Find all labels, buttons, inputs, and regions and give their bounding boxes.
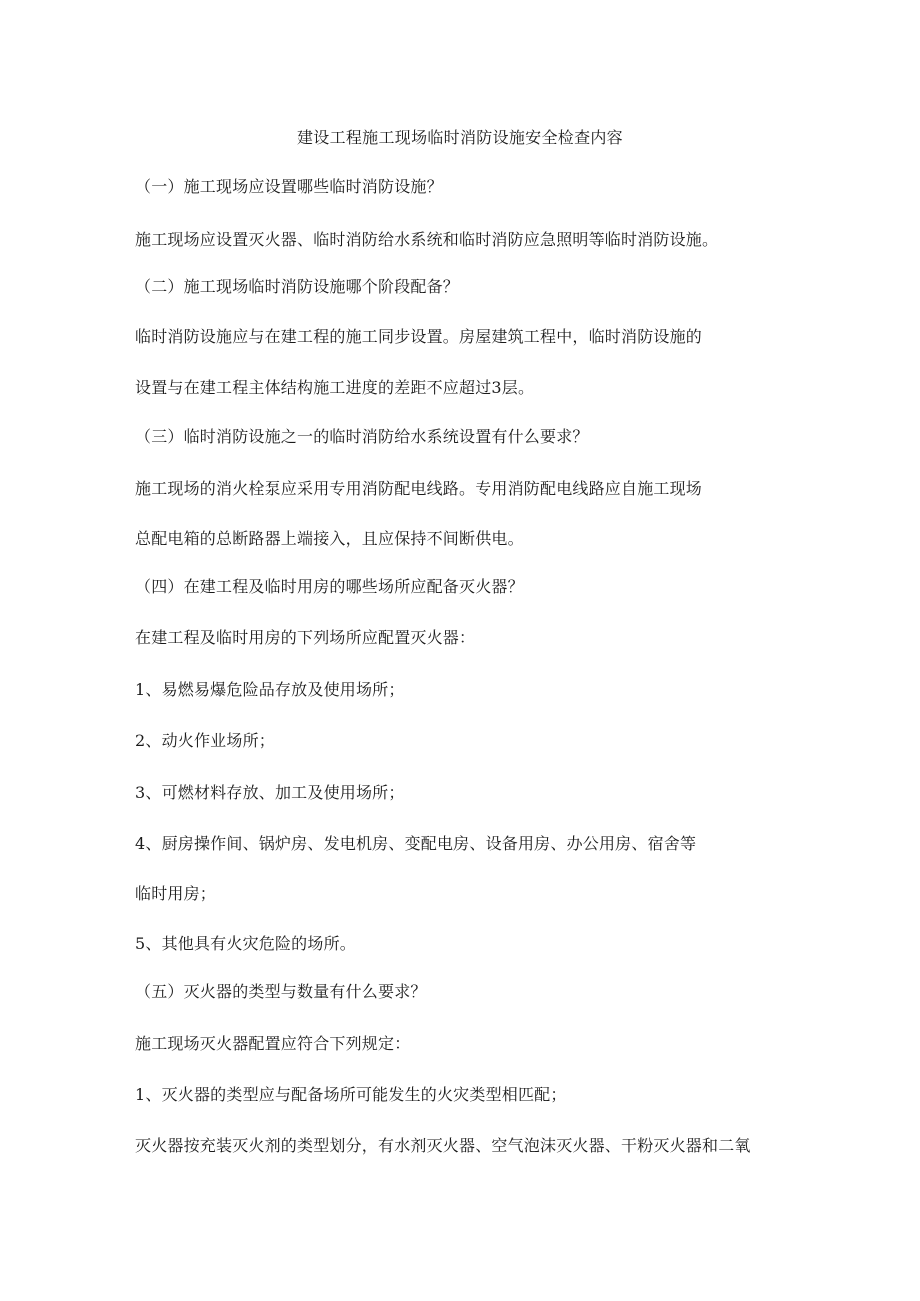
section-heading-5: （五）灭火器的类型与数量有什么要求？	[135, 982, 427, 1001]
paragraph-line: 施工现场应设置灭火器、临时消防给水系统和临时消防应急照明等临时消防设施。	[135, 230, 719, 249]
paragraph-line: 灭火器按充装灭火剂的类型划分，有水剂灭火器、空气泡沫灭火器、干粉灭火器和二氧	[135, 1136, 751, 1155]
section-heading-3: （三）临时消防设施之一的临时消防给水系统设置有什么要求？	[135, 427, 589, 446]
list-item: 4、厨房操作间、锅炉房、发电机房、变配电房、设备用房、办公用房、宿舍等	[135, 834, 697, 853]
list-item: 5、其他具有火灾危险的场所。	[135, 934, 356, 953]
section-heading-2: （二）施工现场临时消防设施哪个阶段配备？	[135, 277, 460, 296]
list-item: 2、动火作业场所；	[135, 731, 275, 750]
paragraph-line: 设置与在建工程主体结构施工进度的差距不应超过3层。	[135, 378, 535, 397]
section-heading-4: （四）在建工程及临时用房的哪些场所应配备灭火器？	[135, 577, 524, 596]
list-item: 1、灭火器的类型应与配备场所可能发生的火灾类型相匹配；	[135, 1085, 567, 1104]
list-item: 1、易燃易爆危险品存放及使用场所；	[135, 680, 405, 699]
list-item: 3、可燃材料存放、加工及使用场所；	[135, 783, 405, 802]
paragraph-line: 在建工程及临时用房的下列场所应配置灭火器：	[135, 628, 476, 647]
paragraph-line: 施工现场灭火器配置应符合下列规定：	[135, 1034, 411, 1053]
paragraph-line: 施工现场的消火栓泵应采用专用消防配电线路。专用消防配电线路应自施工现场	[135, 479, 703, 498]
paragraph-line: 临时消防设施应与在建工程的施工同步设置。房屋建筑工程中，临时消防设施的	[135, 327, 703, 346]
document-title: 建设工程施工现场临时消防设施安全检查内容	[296, 128, 623, 147]
paragraph-line: 总配电箱的总断路器上端接入，且应保持不间断供电。	[135, 529, 524, 548]
section-heading-1: （一）施工现场应设置哪些临时消防设施？	[135, 177, 443, 196]
list-item-continuation: 临时用房；	[135, 884, 217, 903]
